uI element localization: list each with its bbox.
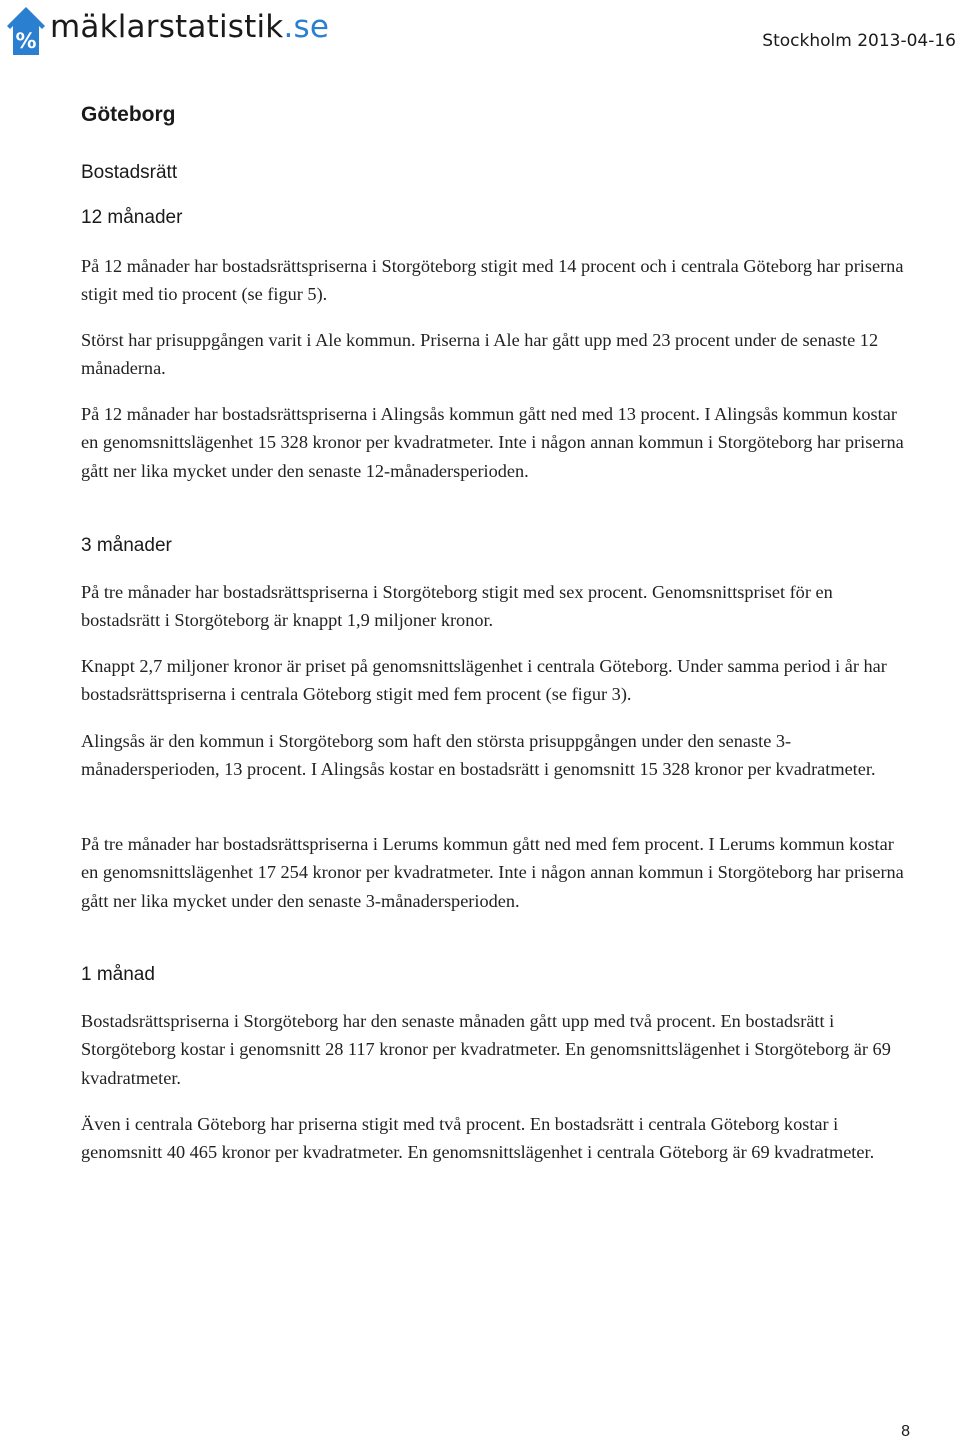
section-heading: 3 månader [81, 535, 172, 556]
paragraph: På tre månader har bostadsrättspriserna i Storgöteborg stigit med sex procent. Genomsnittspriset för en bostadsrätt i Storgöteborg är knappt 1,9 miljoner kronor. [81, 582, 833, 631]
paragraph: Bostadsrättspriserna i Storgöteborg har den senaste månaden gått upp med två procent. En bostadsrätt i Storgöteborg kostar i genomsnitt 28 117 kronor per kvadratmeter. En genomsnittslägenhet i Storgöteborg är 69 kvadratmeter. [81, 1011, 891, 1088]
paragraph: På 12 månader har bostadsrättspriserna i Storgöteborg stigit med 14 procent och i centrala Göteborg har priserna stigit med tio procent (se figur 5). [81, 256, 904, 305]
page-number: 8 [901, 1423, 910, 1440]
paragraph: På tre månader har bostadsrättspriserna i Lerums kommun gått ned med fem procent. I Lerums kommun kostar en genomsnittslägenhet 17 254 kronor per kvadratmeter. Inte i någon annan kommun i Storgöteborg har priserna gått ner lika mycket under den senaste 3-månadersperioden. [81, 834, 904, 911]
paragraph: Knappt 2,7 miljoner kronor är priset på genomsnittslägenhet i centrala Göteborg. Under samma period i år har bostadsrättspriserna i centrala Göteborg stigit med fem procent (se figur 3). [81, 656, 887, 705]
paragraph: Alingsås är den kommun i Storgöteborg som haft den största prisuppgången under den senaste 3-månadersperioden, 13 procent. I Alingsås kostar en bostadsrätt i genomsnitt 15 328 kronor per kvadratmeter. [81, 731, 876, 780]
paragraph: Även i centrala Göteborg har priserna stigit med två procent. En bostadsrätt i centrala Göteborg kostar i genomsnitt 40 465 kronor per kvadratmeter. En genomsnittslägenhet i centrala Göteborg är 69 kvadratmeter. [81, 1114, 875, 1163]
page-header [0, 0, 960, 60]
section-heading: 1 månad [81, 964, 155, 985]
page-title: Göteborg [81, 103, 176, 126]
paragraph: Störst har prisuppgången varit i Ale kommun. Priserna i Ale har gått upp med 23 procent under de senaste 12 månaderna. [81, 330, 879, 379]
logo-wordmark [50, 8, 330, 45]
section-heading: 12 månader [81, 207, 183, 228]
subtitle: Bostadsrätt [81, 162, 178, 183]
logo-symbol: % [15, 29, 37, 53]
house-percent-icon [6, 5, 46, 57]
logo-main: mäklarstatistik [50, 8, 284, 45]
document-date: Stockholm 2013-04-16 [762, 31, 956, 51]
paragraph: På 12 månader har bostadsrättspriserna i Alingsås kommun gått ned med 13 procent. I Alingsås kommun kostar en genomsnittslägenhet 15 328 kronor per kvadratmeter. Inte i någon annan kommun i Storgöteborg har priserna gått ner lika mycket under den senaste 12-månadersperioden. [81, 404, 904, 481]
logo-tld: .se [283, 8, 330, 45]
logo [6, 5, 329, 57]
